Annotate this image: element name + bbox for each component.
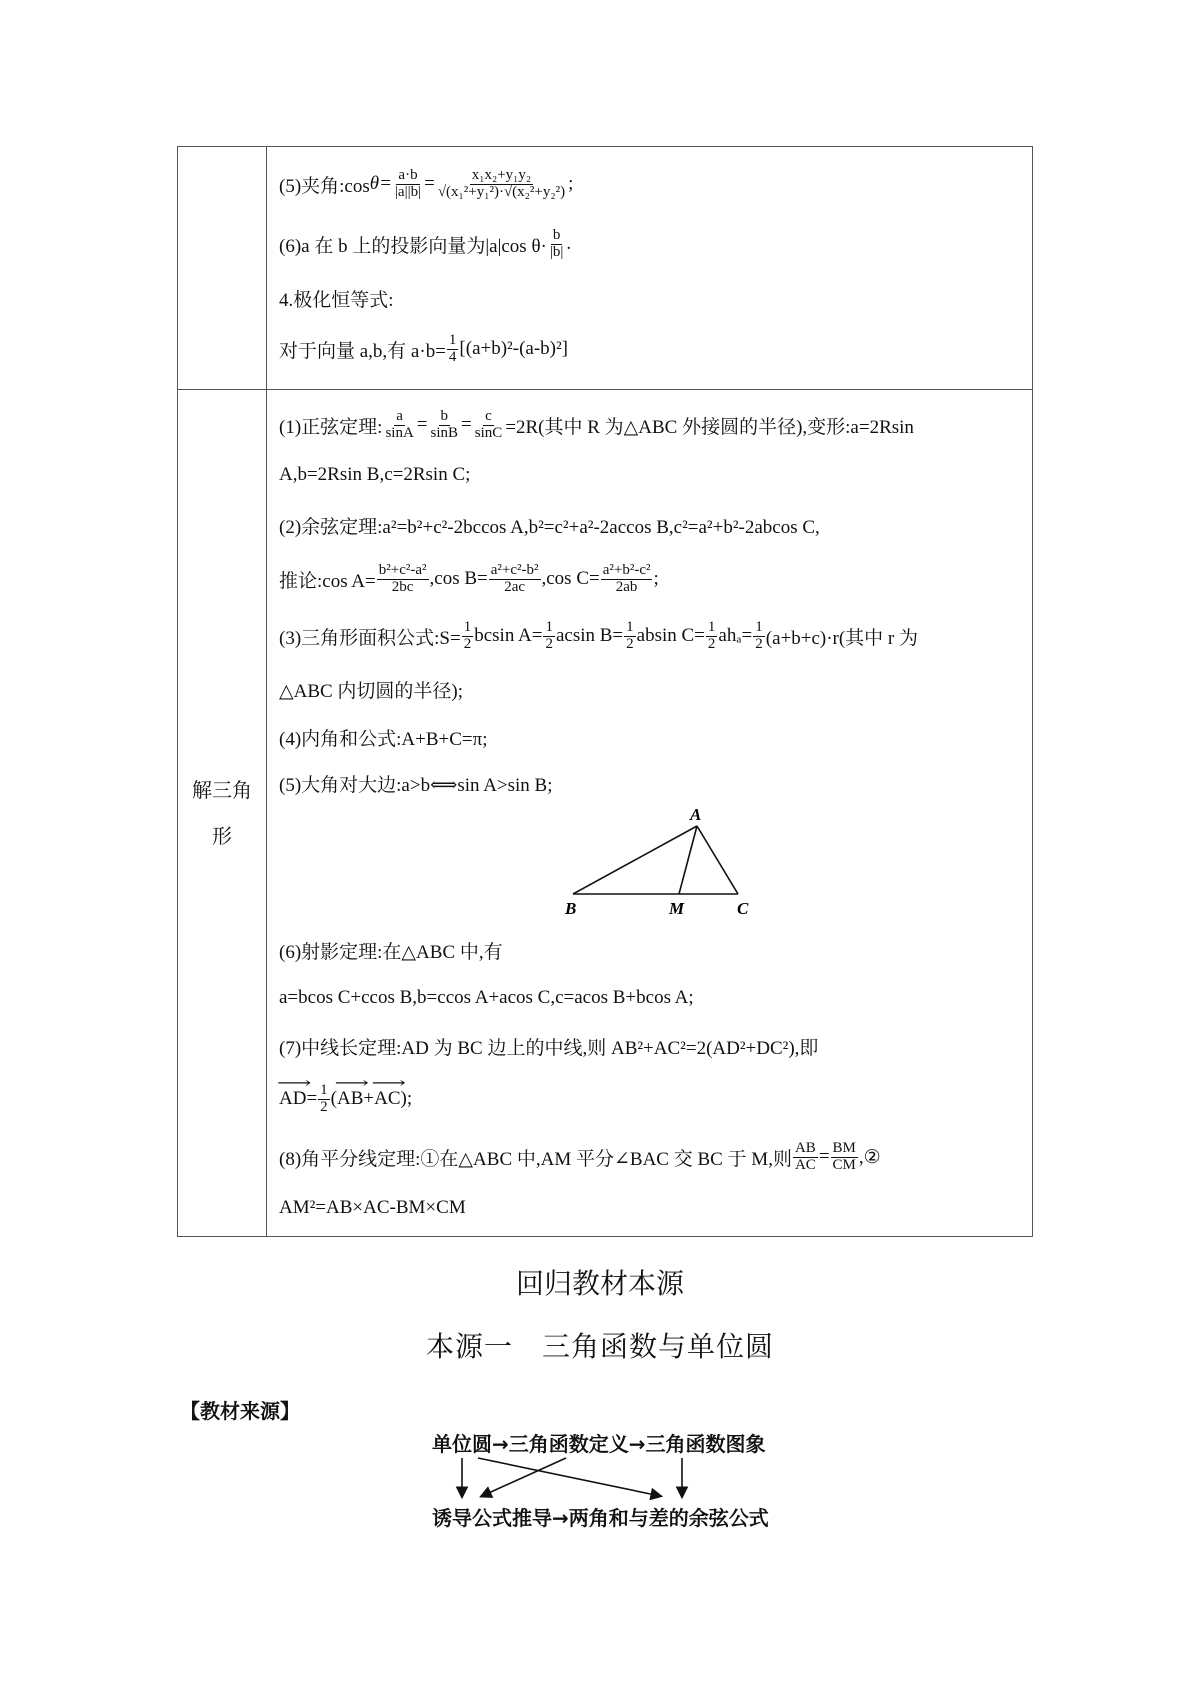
angle-sum: (4)内角和公式:A+B+C=π; [279, 728, 488, 750]
text: ( [330, 1088, 337, 1109]
fraction [601, 563, 653, 596]
numerator: b [440, 407, 448, 424]
text: acsin B= [555, 625, 624, 646]
numerator: 1 [707, 618, 716, 635]
row-label-empty [178, 147, 267, 390]
text: + [363, 1088, 375, 1109]
fraction [543, 620, 555, 653]
denominator: √(x₁²+y₁²)·√(x₂²+y₂²) [437, 183, 566, 200]
fraction [793, 1141, 818, 1174]
numerator: BM [832, 1139, 856, 1156]
table-row [178, 147, 1033, 390]
polarization-title: 4.极化恒等式: [279, 289, 394, 311]
text: (6)a 在 b 上的投影向量为|a|cos θ· [279, 235, 547, 257]
numerator: 1 [545, 618, 553, 635]
text: absin C= [636, 625, 705, 646]
text: (1)正弦定理: [279, 416, 383, 438]
denominator: 2bc [391, 578, 414, 595]
denominator: 2 [545, 635, 553, 652]
fraction [473, 409, 505, 442]
subsection-heading: 本源一 三角函数与单位圆 [425, 1330, 774, 1363]
fraction [753, 620, 765, 653]
fraction [318, 1083, 330, 1116]
section-heading: 回归教材本源 [515, 1267, 684, 1300]
arrow-cross-right [478, 1458, 660, 1496]
denominator: CM [832, 1156, 856, 1173]
flow-bottom-row: 诱导公式推导→两角和与差的余弦公式 [432, 1506, 769, 1530]
numerator: 1 [320, 1081, 328, 1098]
numerator: b [552, 226, 561, 243]
fraction [429, 409, 461, 442]
median-vector [279, 1070, 1022, 1128]
numerator: AB [794, 1139, 816, 1156]
row-label-solve-triangle [178, 390, 267, 1237]
denominator: 2 [463, 635, 472, 652]
text: =2R(其中 R 为△ABC 外接圆的半径),变形:a=2Rsin [505, 416, 914, 438]
numerator: 1 [755, 618, 763, 635]
denominator: 4 [448, 348, 457, 365]
denominator: 2 [320, 1098, 328, 1115]
angle-formula [279, 153, 1022, 215]
area-formula-cont: △ABC 内切圆的半径); [279, 680, 464, 702]
text: ahₐ= [718, 625, 753, 646]
text: (a+b+c)·r(其中 r 为 [765, 627, 919, 649]
fraction [489, 563, 541, 596]
fraction [383, 409, 415, 442]
area-formula [279, 608, 1022, 664]
denominator: sinC [474, 424, 503, 441]
text: bcsin A= [474, 625, 543, 646]
denominator: 2 [626, 635, 634, 652]
vector-ad: ⟶ AD [279, 1088, 306, 1110]
text: ; [568, 173, 574, 194]
text: = [424, 173, 435, 194]
side-ac [697, 826, 738, 894]
text: θ= [369, 173, 392, 194]
angle-bisector-theorem [279, 1128, 1022, 1186]
projection-formula [279, 215, 1022, 273]
numerator: c [485, 407, 492, 424]
side-ab [573, 826, 697, 894]
table-row [178, 390, 1033, 1237]
denominator: sinB [430, 424, 459, 441]
text: ,② [858, 1146, 881, 1168]
numerator: b²+c²-a² [378, 561, 427, 578]
vertex-label-a: A [690, 806, 702, 824]
cosine-rule: (2)余弦定理:a²=b²+c²-2bccos A,b²=c²+a²-2accos B,c²=a²+b²-2abcos C, [279, 516, 820, 538]
median-theorem: (7)中线长定理:AD 为 BC 边上的中线,则 AB²+AC²=2(AD²+DC²),即 [279, 1037, 819, 1059]
numerator: 1 [463, 618, 472, 635]
fraction [831, 1141, 858, 1174]
text: [(a+b)²-(a-b)²] [459, 338, 569, 359]
numerator: 1 [626, 618, 634, 635]
triangle-formulas-cell [267, 390, 1033, 1237]
text: = [461, 414, 472, 435]
text: ,cos B= [429, 568, 488, 589]
sine-rule-cont: A,b=2Rsin B,c=2Rsin C; [279, 464, 471, 485]
textbook-source-label: 【教材来源】 [180, 1399, 300, 1423]
angle-bisector-cont: AM²=AB×AC-BM×CM [279, 1197, 466, 1218]
fraction [548, 228, 566, 261]
fraction [393, 168, 423, 201]
text: ,cos C= [541, 568, 600, 589]
vector-ac: ⟶ AC [374, 1088, 400, 1110]
text: . [566, 233, 572, 254]
text: ; [653, 568, 659, 589]
formula-table [177, 146, 1033, 1237]
fraction [447, 333, 459, 366]
numerator: a²+b²-c² [602, 561, 651, 578]
triangle-diagram [559, 806, 779, 916]
denominator: |a||b| [394, 183, 422, 200]
vector-ab: ⟶ AB [337, 1088, 363, 1110]
fraction [436, 168, 567, 201]
text: 推论:cos A= [279, 570, 376, 592]
text: (3)三角形面积公式:S= [279, 627, 461, 649]
denominator: 2 [707, 635, 716, 652]
numerator: x₁x₂+y₁y₂ [471, 166, 532, 183]
vertex-label-b: B [565, 899, 577, 916]
denominator: 2ac [504, 578, 526, 595]
vertex-label-m: M [669, 899, 685, 916]
denominator: |b| [549, 243, 564, 260]
text: = [306, 1088, 318, 1109]
sine-rule [279, 400, 1022, 450]
projection-theorem: (6)射影定理:在△ABC 中,有 [279, 941, 503, 963]
fraction [377, 563, 429, 596]
text: 对于向量 a,b,有 a·b= [279, 340, 446, 362]
denominator: AC [794, 1156, 816, 1173]
fraction [706, 620, 718, 653]
big-angle-big-side: (5)大角对大边:a>b⟺sin A>sin B; [279, 774, 553, 796]
fraction [462, 620, 474, 653]
polarization-formula [279, 323, 1022, 375]
fraction [624, 620, 636, 653]
numerator: a·b [398, 166, 418, 183]
denominator: sinA [385, 424, 414, 441]
text: (5)夹角:cos [279, 175, 370, 197]
vertex-label-c: C [737, 899, 749, 916]
projection-theorem-cont: a=bcos C+ccos B,b=ccos A+acos C,c=acos B+bcos A; [279, 987, 694, 1008]
vector-formulas-cell [267, 147, 1033, 390]
arrow-cross-left [482, 1458, 566, 1496]
text: = [416, 414, 428, 435]
text: = [818, 1146, 830, 1167]
numerator: 1 [448, 331, 457, 348]
text: (8)角平分线定理:①在△ABC 中,AM 平分∠BAC 交 BC 于 M,则 [279, 1148, 792, 1170]
numerator: a²+c²-b² [490, 561, 539, 578]
text: ); [400, 1088, 413, 1109]
label-line: 解三角 [192, 778, 252, 802]
cosine-corollary [279, 550, 1022, 608]
segment-am [679, 826, 697, 894]
label-line: 形 [212, 824, 232, 848]
numerator: a [396, 407, 403, 424]
triangle-figure [279, 806, 1022, 926]
denominator: 2ab [615, 578, 638, 595]
denominator: 2 [755, 635, 763, 652]
flow-top-row: 单位圆→三角函数定义→三角函数图象 [432, 1432, 766, 1456]
